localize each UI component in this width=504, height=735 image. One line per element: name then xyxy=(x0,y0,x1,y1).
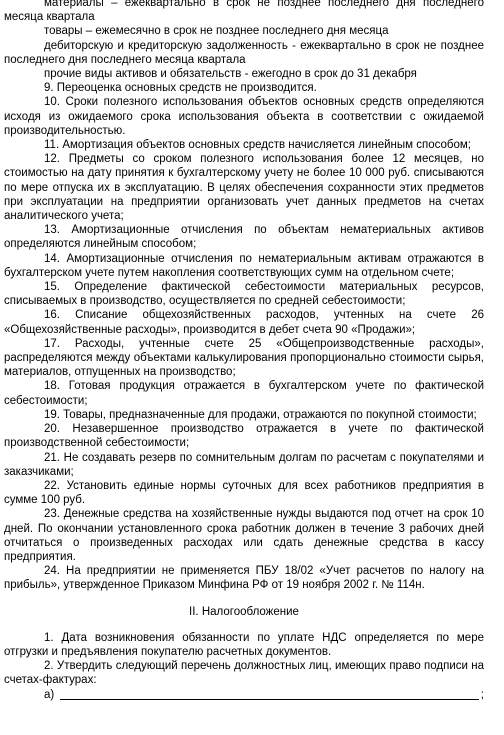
paragraph: 18. Готовая продукция отражается в бухгалтерском учете по фактической себестоимости; xyxy=(4,380,484,407)
blank-item-label: а) xyxy=(44,688,55,701)
paragraph: 12. Предметы со сроком полезного использования более 12 месяцев, но стоимостью на дату принятия к бухгалтерскому учету не более 10 000 руб. списываются по мере отпуска их в эксплуатацию. В целях обеспечения сохранности этих предметов при эксплуатации на предприятии организовать учет данных предметов на счетах аналитического учета; xyxy=(4,153,484,223)
paragraph: материалы – ежеквартально в срок не позднее последнего дня последнего месяца квартала xyxy=(4,0,484,24)
fill-in-underline xyxy=(60,689,479,700)
paragraph: 20. Незавершенное производство отражается в учете по фактической производственной себестоимости; xyxy=(4,423,484,450)
paragraph: 15. Определение фактической себестоимости материальных ресурсов, списываемых в производство, осуществляется по средней себестоимости; xyxy=(4,281,484,308)
paragraph: 23. Денежные средства на хозяйственные нужды выдаются под отчет на срок 10 дней. По окончании установленного срока работник должен в течение 3 рабочих дней отчитаться о произведенных расходах или сдать денежные средства в кассу предприятия. xyxy=(4,508,484,563)
paragraph: 14. Амортизационные отчисления по нематериальным активам отражаются в бухгалтерском учете путем накопления соответствующих сумм на отдельном счете; xyxy=(4,252,484,279)
paragraph: 9. Переоценка основных средств не производится. xyxy=(44,82,317,95)
paragraph: 21. Не создавать резерв по сомнительным долгам по расчетам с покупателями и заказчиками; xyxy=(4,451,484,478)
spacer xyxy=(4,619,484,631)
paragraph: 10. Сроки полезного использования объектов основных средств определяются исходя из ожидаемого срока использования объекта в соответствии с ожидаемой производительностью. xyxy=(4,96,484,137)
paragraph: 17. Расходы, учтенные счете 25 «Общепроизводственные расходы», распределяются между объектами калькулирования пропорционально стоимости сырья, материалов, отпущенных на производство; xyxy=(4,337,484,379)
paragraph: 22. Установить единые нормы суточных для всех работников предприятия в сумме 100 руб. xyxy=(4,479,484,507)
paragraph: дебиторскую и кредиторскую задолженность - ежеквартально в срок не позднее последнего дня последнего месяца квартала xyxy=(4,39,484,66)
accounting-policy-text xyxy=(4,0,484,702)
signatory-blank-line xyxy=(4,688,484,702)
spacer xyxy=(4,593,484,605)
paragraph: 24. На предприятии не применяется ПБУ 18/02 «Учет расчетов по налогу на прибыль», утвержденное Приказом Минфина РФ от 19 ноября 2002 г. № 114н. xyxy=(4,565,484,592)
paragraph: товары – ежемесячно в срок не позднее последнего дня месяца xyxy=(44,25,389,38)
paragraph: 11. Амортизация объектов основных средств начисляется линейным способом; xyxy=(44,139,471,152)
paragraph: 1. Дата возникновения обязанности по уплате НДС определяется по мере отгрузки и предъявления покупателю расчетных документов. xyxy=(4,631,484,658)
paragraph: 2. Утвердить следующий перечень должностных лиц, имеющих право подписи на счетах-фактурах: xyxy=(4,660,484,687)
paragraph: 19. Товары, предназначенные для продажи, отражаются по покупной стоимости; xyxy=(44,408,477,421)
paragraph: 13. Амортизационные отчисления по объектам нематериальных активов определяются линейным способом; xyxy=(4,224,484,251)
section-title: II. Налогообложение xyxy=(189,605,299,618)
blank-item-end: ; xyxy=(480,688,484,701)
paragraph: прочие виды активов и обязательств - ежегодно в срок до 31 декабря xyxy=(44,68,417,81)
paragraph: 16. Списание общехозяйственных расходов, учтенных на счете 26 «Общехозяйственные расходы», производится в дебет счета 90 «Продажи»; xyxy=(4,309,484,336)
